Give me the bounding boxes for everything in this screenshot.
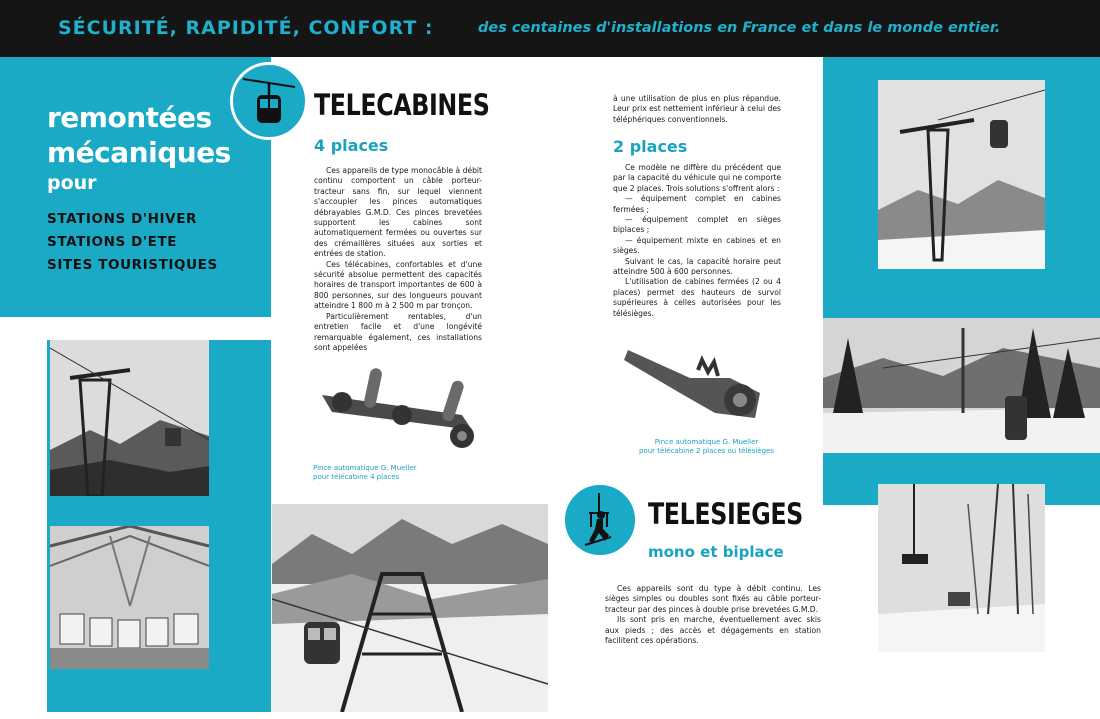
header-bar (0, 0, 1100, 57)
caption-line: Pince automatique G. Mueller (654, 438, 759, 446)
station-winter: STATIONS D'HIVER (47, 211, 198, 227)
headline-line-1: remontées (47, 101, 212, 134)
stations-list (47, 208, 218, 277)
telecabines-2-text (613, 163, 781, 319)
paragraph: L'utilisation de cabines fermées (2 ou 4 places) permet des hauteurs de survol supérieures à celles autorisées pour les télésièges. (613, 277, 781, 318)
header-tagline: des centaines d'installations en France et dans le monde entier. (478, 20, 1001, 36)
paragraph: — équipement mixte en cabines et en sièges. (613, 235, 781, 256)
paragraph: — équipement complet en cabines fermées ; (613, 194, 781, 214)
telesieges-title: TELESIEGES (648, 497, 803, 531)
caption-grip-2 (639, 438, 774, 456)
mountain-gondola-photo (272, 504, 548, 712)
forest-gondola-photo (823, 318, 1100, 453)
caption-grip-4 (313, 464, 417, 482)
paragraph: Ces appareils sont du type à débit continu. Les sièges simples ou doubles sont fixés au câble porteur-tracteur par des pinces à double prise brevetées G.M.D. (605, 584, 821, 614)
paragraph: Ces appareils de type monocâble à débit continu comportent un câble porteur-tracteur sans fin, sur lequel viennent s'accoupler les pinces automatiques débrayables G.M.D. Ces pinces brevetées supportent les cabines sont automatiquement fermées ou ouvertes sur des crémaillères situées aux sorties et entrées de station. (314, 166, 482, 259)
caption-line: Pince automatique G. Mueller (313, 464, 417, 472)
paragraph: — équipement complet en sièges biplaces ; (613, 215, 781, 235)
grip-4-places-photo (312, 360, 484, 456)
paragraph: Ce modèle ne diffère du précédent que par la capacité du véhicule qui ne comporte que 2 places. Trois solutions s'offrent alors : (613, 163, 781, 193)
chairlift-forest-photo (878, 484, 1045, 652)
header-slogan: SÉCURITÉ, RAPIDITÉ, CONFORT : (58, 17, 434, 39)
caption-line: pour télécabine 2 places ou télésièges (639, 447, 774, 455)
gondola-cabin-icon (230, 62, 308, 140)
telesieges-text (605, 584, 821, 646)
pylon-gondola-photo (50, 340, 209, 496)
paragraph: Ces télécabines, confortables et d'une sécurité absolue permettent des capacités horaires de transport importantes de 600 à 800 personnes, sur des longueurs pouvant atteindre 1 800 m à 2 500 m par tronçon. (314, 259, 482, 311)
paragraph: Suivant le cas, la capacité horaire peut atteindre 500 à 600 personnes. (613, 256, 781, 277)
chairlift-skier-icon (562, 482, 638, 558)
caption-line: pour télécabine 4 places (313, 473, 400, 481)
paragraph: Particulièrement rentables, d'un entretien facile et d'une longévité remarquable également, ces installations sont appelées (314, 311, 482, 352)
paragraph: à une utilisation de plus en plus répandue. Leur prix est nettement inférieur à celui des téléphériques conventionnels. (613, 94, 781, 124)
pylon-snow-photo (878, 80, 1045, 269)
subtitle-2-places: 2 places (613, 137, 688, 156)
station-interior-photo (50, 526, 209, 669)
intro-headline (47, 100, 231, 170)
telecabines-continued-text (613, 94, 781, 125)
telecabines-title: TELECABINES (314, 88, 490, 122)
subtitle-4-places: 4 places (314, 136, 389, 155)
station-tourist: SITES TOURISTIQUES (47, 257, 218, 273)
station-summer: STATIONS D'ETE (47, 234, 178, 250)
headline-line-2: mécaniques (47, 136, 231, 169)
telesieges-subtitle: mono et biplace (648, 543, 784, 561)
paragraph: Ils sont pris en marche, éventuellement avec skis aux pieds ; des accès et dégagements en station facilitent ces opérations. (605, 615, 821, 646)
telecabines-4-text (314, 166, 482, 353)
grip-2-places-photo (620, 338, 770, 430)
intro-pour: pour (47, 172, 97, 194)
